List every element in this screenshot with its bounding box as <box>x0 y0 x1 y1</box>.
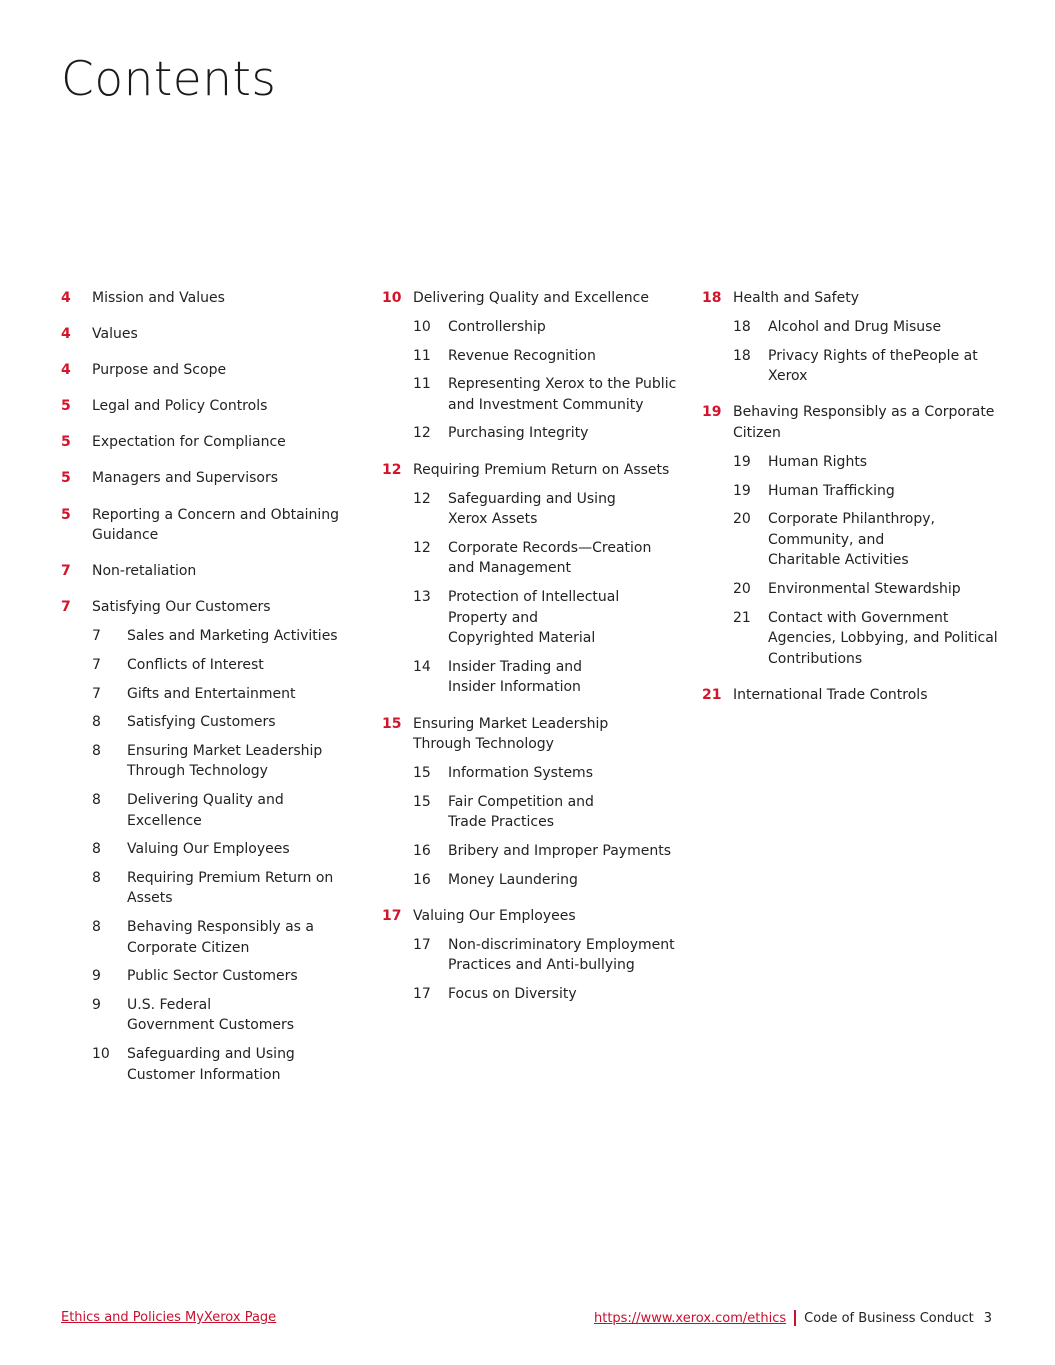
toc-subentry-page-number: 12 <box>413 490 431 507</box>
toc-subentry-page-number: 19 <box>733 454 751 471</box>
toc-subentry[interactable] <box>413 538 682 579</box>
toc-entry-label: Satisfying Our Customers <box>92 599 271 616</box>
toc-subentry-page-number: 7 <box>92 628 101 645</box>
toc-subentry-label: Gifts and Entertainment <box>127 685 296 702</box>
toc-page-number: 5 <box>61 434 71 451</box>
toc-subentry-page-number: 20 <box>733 511 751 528</box>
ethics-policies-link[interactable]: Ethics and Policies MyXerox Page <box>61 1310 277 1325</box>
toc-subentry[interactable] <box>92 741 361 782</box>
toc-subentry-label: Purchasing Integrity <box>448 425 589 442</box>
toc-subentry[interactable] <box>413 935 682 976</box>
toc-page-number: 18 <box>702 290 722 306</box>
toc-subentry-page-number: 16 <box>413 842 431 859</box>
toc-subentry[interactable] <box>92 684 361 705</box>
toc-subsection-list <box>702 317 1002 387</box>
toc-subentry[interactable] <box>413 346 682 367</box>
toc-subentry[interactable] <box>92 712 361 733</box>
toc-subentry-label: Controllership <box>448 319 546 336</box>
toc-subentry-label: Contact with Government Agencies, Lobbying, and Political Contributions <box>768 609 998 667</box>
toc-entry[interactable] <box>382 906 682 927</box>
toc-subentry-label: Safeguarding and Using Xerox Assets <box>448 490 616 528</box>
toc-subentry-label: Valuing Our Employees <box>127 841 290 858</box>
toc-subentry-label: Ensuring Market Leadership Through Technology <box>127 742 323 780</box>
toc-subentry-label: Non-discriminatory Employment Practices and Anti-bullying <box>448 936 675 974</box>
toc-subentry[interactable] <box>413 317 682 338</box>
toc-subentry-label: Environmental Stewardship <box>768 581 961 598</box>
toc-entry[interactable] <box>382 714 682 755</box>
toc-subentry-label: Fair Competition and Trade Practices <box>448 793 594 831</box>
toc-page-number: 7 <box>61 563 71 580</box>
toc-entry[interactable] <box>382 460 682 481</box>
toc-subentry-label: Delivering Quality and Excellence <box>127 792 284 829</box>
toc-subentry-page-number: 8 <box>92 742 101 759</box>
toc-subentry-page-number: 9 <box>92 968 101 985</box>
toc-entry[interactable] <box>61 561 361 582</box>
toc-subentry[interactable] <box>733 481 1002 502</box>
toc-entry-label: International Trade Controls <box>733 686 928 703</box>
toc-subentry-page-number: 14 <box>413 658 431 675</box>
toc-subentry[interactable] <box>733 346 1002 387</box>
toc-entry[interactable] <box>61 505 361 546</box>
toc-entry[interactable] <box>61 324 361 345</box>
toc-subentry-label: Alcohol and Drug Misuse <box>768 319 942 336</box>
toc-subsection-list <box>382 317 682 444</box>
toc-entry[interactable] <box>61 288 361 309</box>
toc-entry[interactable] <box>702 685 1002 706</box>
toc-subentry-label: Focus on Diversity <box>448 985 577 1002</box>
toc-subsection-list <box>702 452 1002 669</box>
toc-subentry[interactable] <box>413 374 682 415</box>
toc-subentry[interactable] <box>92 995 361 1036</box>
toc-entry-label: Requiring Premium Return on Assets <box>413 461 670 478</box>
page-number: 3 <box>983 1310 992 1326</box>
toc-entry-label: Purpose and Scope <box>92 362 227 379</box>
toc-subentry[interactable] <box>733 509 1002 571</box>
toc-entry[interactable] <box>61 396 361 417</box>
toc-page-number: 4 <box>61 362 71 379</box>
toc-entry[interactable] <box>61 468 361 489</box>
toc-subentry[interactable] <box>733 579 1002 600</box>
toc-subentry-page-number: 8 <box>92 714 101 731</box>
toc-subentry-page-number: 12 <box>413 539 431 556</box>
toc-entry-label: Legal and Policy Controls <box>92 398 268 415</box>
toc-entry-label: Behaving Responsibly as a Corporate Citizen <box>733 404 995 441</box>
toc-column-3 <box>702 288 1002 721</box>
toc-subentry-label: Human Rights <box>768 454 868 471</box>
toc-subentry[interactable] <box>92 917 361 958</box>
toc-subsection-list <box>382 489 682 698</box>
toc-subentry-page-number: 18 <box>733 319 751 336</box>
toc-subsection-list <box>61 626 361 1085</box>
toc-page-number: 7 <box>61 599 71 616</box>
toc-entry-label: Ensuring Market Leadership Through Technology <box>413 715 609 753</box>
toc-page-number: 4 <box>61 290 71 306</box>
toc-subentry-label: Conflicts of Interest <box>127 657 264 674</box>
toc-subentry-label: Money Laundering <box>448 871 578 888</box>
toc-page-number: 12 <box>382 461 402 478</box>
toc-subentry-label: Corporate Philanthropy, Community, and Charitable Activities <box>768 511 935 569</box>
toc-subentry[interactable] <box>413 763 682 784</box>
toc-subentry[interactable] <box>413 792 682 833</box>
toc-subentry-page-number: 9 <box>92 996 101 1013</box>
toc-subentry-label: Satisfying Customers <box>127 714 276 731</box>
toc-page-number: 17 <box>382 907 402 924</box>
toc-page-number: 21 <box>702 686 722 703</box>
toc-subentry[interactable] <box>92 966 361 987</box>
toc-subentry-label: Safeguarding and Using Customer Information <box>127 1045 295 1083</box>
toc-page-number: 19 <box>702 404 722 421</box>
toc-subentry[interactable] <box>413 841 682 862</box>
toc-subentry-label: U.S. Federal Government Customers <box>127 996 295 1034</box>
toc-subentry[interactable] <box>413 984 682 1005</box>
toc-subentry-page-number: 20 <box>733 581 751 598</box>
toc-subentry[interactable] <box>733 317 1002 338</box>
toc-entry[interactable] <box>61 597 361 618</box>
toc-subsection-list <box>382 763 682 890</box>
toc-subentry[interactable] <box>413 657 682 698</box>
toc-subentry[interactable] <box>92 626 361 647</box>
toc-subentry-page-number: 19 <box>733 482 751 499</box>
toc-entry-label: Health and Safety <box>733 290 859 306</box>
toc-subentry[interactable] <box>413 587 682 649</box>
toc-page-number: 10 <box>382 290 402 306</box>
toc-subentry-label: Representing Xerox to the Public and Investment Community <box>448 376 677 413</box>
toc-subentry-page-number: 15 <box>413 793 431 810</box>
toc-subentry-label: Public Sector Customers <box>127 968 298 985</box>
toc-subentry[interactable] <box>92 655 361 676</box>
toc-subentry-label: Privacy Rights of thePeople at Xerox <box>768 347 978 385</box>
toc-entry-label: Non-retaliation <box>92 563 197 580</box>
footer-right <box>594 1310 992 1326</box>
toc-page-number: 15 <box>382 715 402 732</box>
toc-page-number: 5 <box>61 506 71 523</box>
toc-entry-label: Managers and Supervisors <box>92 470 278 487</box>
toc-subentry-page-number: 10 <box>92 1045 110 1062</box>
toc-subsection-list <box>382 935 682 1005</box>
toc-page-number: 4 <box>61 326 71 343</box>
toc-subentry-page-number: 21 <box>733 609 751 626</box>
document-name: Code of Business Conduct <box>804 1310 974 1326</box>
toc-page-number: 5 <box>61 398 71 415</box>
toc-subentry[interactable] <box>92 868 361 909</box>
toc-subentry-page-number: 13 <box>413 589 431 606</box>
toc-subentry-page-number: 15 <box>413 765 431 782</box>
toc-column-2 <box>382 288 682 1020</box>
toc-subentry[interactable] <box>733 452 1002 473</box>
toc-subentry-label: Corporate Records—Creation and Management <box>448 539 652 577</box>
toc-subentry-label: Sales and Marketing Activities <box>127 628 338 645</box>
toc-entry-label: Values <box>92 326 138 343</box>
toc-entry[interactable] <box>382 288 682 309</box>
toc-subentry-page-number: 17 <box>413 936 431 953</box>
toc-subentry[interactable] <box>92 839 361 860</box>
toc-column-1 <box>61 288 361 1101</box>
toc-subentry-page-number: 7 <box>92 685 101 702</box>
toc-subentry-page-number: 8 <box>92 792 101 808</box>
toc-subentry-page-number: 8 <box>92 869 101 886</box>
toc-entry-label: Valuing Our Employees <box>413 907 576 924</box>
toc-entry-label: Reporting a Concern and Obtaining Guidance <box>92 506 340 544</box>
toc-subentry-page-number: 11 <box>413 376 431 393</box>
toc-subentry[interactable] <box>92 1044 361 1085</box>
page-title: Contents <box>61 52 277 107</box>
toc-entry-label: Expectation for Compliance <box>92 434 286 451</box>
toc-entry[interactable] <box>61 432 361 453</box>
toc-subentry-page-number: 7 <box>92 657 101 674</box>
toc-subentry[interactable] <box>733 608 1002 670</box>
toc-subentry-label: Revenue Recognition <box>448 347 596 364</box>
toc-subentry-label: Insider Trading and Insider Information <box>448 658 583 696</box>
toc-subentry-page-number: 17 <box>413 985 431 1002</box>
toc-subentry-label: Information Systems <box>448 765 593 782</box>
toc-subentry-label: Behaving Responsibly as a Corporate Citizen <box>127 918 314 956</box>
toc-entry[interactable] <box>702 402 1002 443</box>
toc-page-number: 5 <box>61 470 71 487</box>
toc-entry[interactable] <box>61 360 361 381</box>
toc-subentry-label: Protection of Intellectual Property and Copyrighted Material <box>448 589 620 647</box>
toc-subentry-page-number: 11 <box>413 347 431 364</box>
toc-subentry[interactable] <box>413 423 682 444</box>
toc-subentry-page-number: 12 <box>413 425 431 442</box>
toc-subentry[interactable] <box>92 790 361 831</box>
toc-subentry[interactable] <box>413 489 682 530</box>
toc-entry-label: Mission and Values <box>92 290 225 306</box>
toc-entry-label: Delivering Quality and Excellence <box>413 290 649 306</box>
toc-subentry-label: Human Trafficking <box>768 482 895 499</box>
ethics-url-link[interactable]: https://www.xerox.com/ethics <box>593 1310 787 1326</box>
toc-subentry-page-number: 16 <box>413 871 431 888</box>
toc-subentry-label: Requiring Premium Return on Assets <box>127 869 334 907</box>
toc-subentry-page-number: 8 <box>92 918 101 935</box>
toc-subentry-page-number: 8 <box>92 841 101 858</box>
toc-subentry-page-number: 18 <box>733 347 751 364</box>
toc-subentry-label: Bribery and Improper Payments <box>448 842 671 859</box>
toc-subentry-page-number: 10 <box>413 319 431 336</box>
footer-separator <box>794 1310 796 1326</box>
toc-entry[interactable] <box>702 288 1002 309</box>
toc-subentry[interactable] <box>413 870 682 891</box>
